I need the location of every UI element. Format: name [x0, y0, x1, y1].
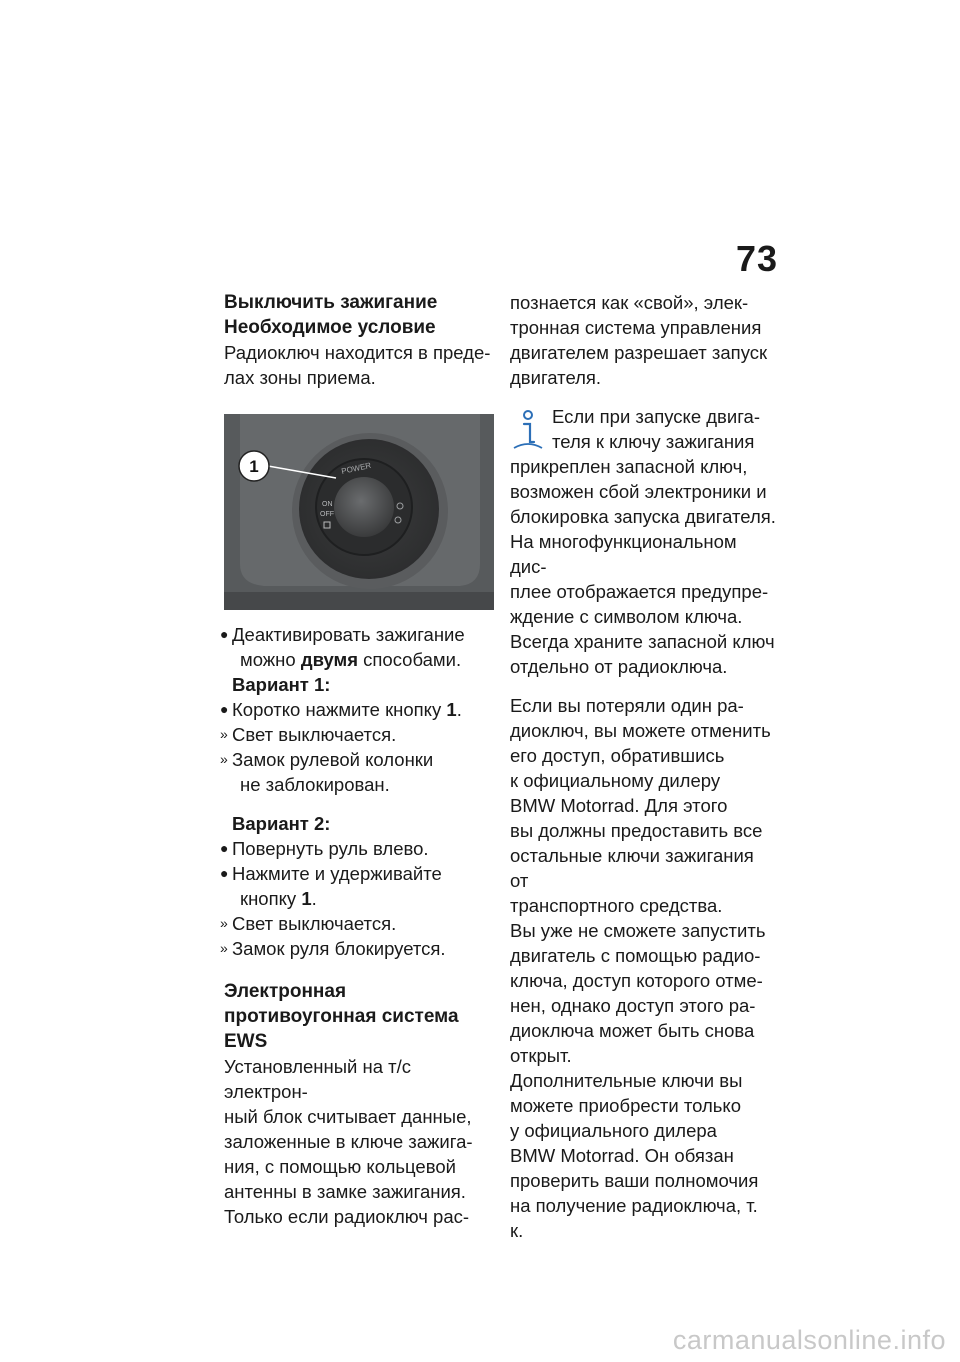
ignition-switch-illustration [224, 414, 494, 610]
ignition-switch-figure [224, 414, 494, 610]
info-body: прикреплен запасной ключ, возможен сбой электроники и блокировка запуска двигателя. На многофункциональном дис- плее отображается предупре- ждение с символом ключа. Всегда храните запасной ключ отдельно от радиоключа. [510, 456, 776, 677]
list-item: ● Повернуть руль влево. [220, 838, 429, 859]
info-icon [510, 408, 546, 452]
variant-2-steps [220, 836, 496, 961]
left-column [220, 290, 496, 1229]
power-label: POWER [340, 460, 372, 476]
ews-continuation: познается как «свой», элек- тронная система управления двигателем разрешает запуск двигателя. [510, 292, 768, 388]
list-item: » Замок руля блокируется. [220, 938, 446, 959]
list-item: ● Коротко нажмите кнопку 1. [220, 699, 462, 720]
callout-number: 1 [249, 457, 259, 476]
list-item: » Свет выключается. [220, 724, 397, 745]
ews-heading: Электронная противоугонная система EWS [224, 981, 459, 1052]
right-column [510, 290, 776, 1243]
ews-description: Установленный на т/с электрон- ный блок считывает данные, заложенные в ключе зажига- ния, с помощью кольцевой антенны в замке зажигания. Только если радиоключ рас- [224, 1056, 473, 1227]
list-item: ● Деактивировать зажигание можно двумя способами. [220, 624, 465, 670]
list-item: » Замок рулевой колонки не заблокирован. [220, 749, 434, 795]
condition-text: Радиоключ находится в преде- лах зоны приема. [224, 342, 491, 388]
subheading-precondition: Необходимое условие [224, 317, 436, 338]
off-label: OFF [320, 511, 334, 518]
list-item: ● Нажмите и удерживайте кнопку 1. [220, 863, 442, 909]
page-number: 73 [735, 238, 778, 279]
section-heading-ignition-off: Выключить зажигание [224, 292, 438, 313]
watermark: carmanualsonline.info [672, 1325, 946, 1355]
deactivation-list [220, 622, 496, 672]
info-note [510, 404, 776, 679]
lost-key-text: Если вы потеряли один ра- диоключ, вы можете отменить его доступ, обратившись к официальному дилеру BMW Motorrad. Для этого вы должны предоставить все остальные ключи зажигания от транспортного средства. Вы уже не сможете запустить двигатель с помощью радио- ключа, доступ которого отме- нен, однако доступ этого ра- диоключа может быть снова открыт. Дополнительные ключи вы можете приобрести только у официального дилера BMW Motorrad. Он обязан проверить ваши полномочия на получение радиоключа, т. к. [510, 695, 771, 1241]
list-item: » Свет выключается. [220, 913, 397, 934]
variant-1-heading: Вариант 1: [232, 674, 331, 695]
info-first-lines: Если при запуске двига- теля к ключу зажигания [552, 406, 760, 452]
variant-1-steps [220, 697, 496, 797]
on-label: ON [322, 501, 333, 508]
variant-2-heading: Вариант 2: [232, 813, 331, 834]
